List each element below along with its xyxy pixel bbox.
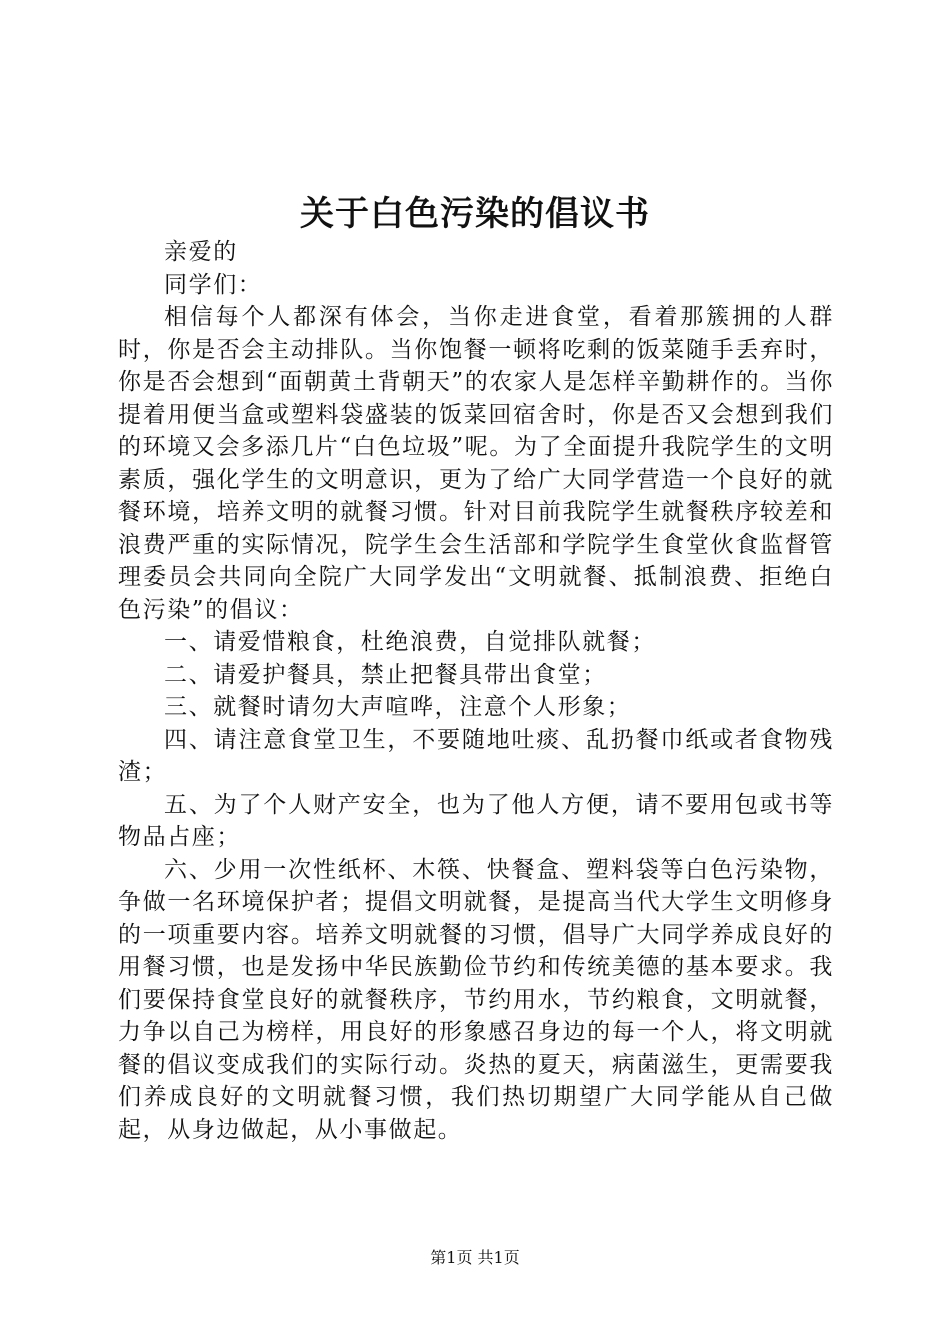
paragraph-item-1: 一、请爱惜粮食，杜绝浪费，自觉排队就餐； bbox=[164, 629, 656, 655]
paragraph-item-4: 四、请注意食堂卫生，不要随地吐痰、乱扔餐巾纸或者食物残渣； bbox=[118, 726, 834, 785]
salutation-line-1: 亲爱的 bbox=[164, 239, 238, 265]
paragraph-intro: 相信每个人都深有体会，当你走进食堂，看着那簇拥的人群时，你是否会主动排队。当你饱餐一顿将吃剩的饭菜随手丢弃时，你是否会想到“面朝黄土背朝天”的农家人是怎样辛勤耕作的。当你提着用便当盒或塑料袋盛装的饭菜回宿舍时，你是否又会想到我们的环境又会多添几片“白色垃圾”呢。为了全面提升我院学生的文明素质，强化学生的文明意识，更为了给广大同学营造一个良好的就餐环境，培养文明的就餐习惯。针对目前我院学生就餐秩序较差和浪费严重的实际情况，院学生会生活部和学院学生食堂伙食监督管理委员会共同向全院广大同学发出“文明就餐、抵制浪费、拒绝白色污染”的倡议： bbox=[118, 304, 834, 623]
paragraph-item-5: 五、为了个人财产安全，也为了他人方便，请不要用包或书等物品占座； bbox=[118, 791, 834, 850]
salutation-line-2: 同学们： bbox=[164, 271, 263, 298]
document-title: 关于白色污染的倡议书 bbox=[300, 194, 650, 234]
paragraph-item-6: 六、少用一次性纸杯、木筷、快餐盒、塑料袋等白色污染物，争做一名环境保护者；提倡文明就餐，是提高当代大学生文明修身的一项重要内容。培养文明就餐的习惯，倡导广大同学养成良好的用餐习惯，也是发扬中华民族勤俭节约和传统美德的基本要求。我们要保持食堂良好的就餐秩序，节约用水，节约粮食，文明就餐，力争以自己为榜样，用良好的形象感召身边的每一个人，将文明就餐的倡议变成我们的实际行动。炎热的夏天，病菌滋生，更需要我们养成良好的文明就餐习惯，我们热切期望广大同学能从自己做起，从身边做起，从小事做起。 bbox=[118, 856, 834, 1143]
paragraph-item-2: 二、请爱护餐具，禁止把餐具带出食堂； bbox=[164, 661, 607, 688]
paragraph-item-3: 三、就餐时请勿大声喧哗，注意个人形象； bbox=[164, 694, 632, 720]
page-footer: 第1页 共1页 bbox=[430, 1248, 520, 1267]
document-body bbox=[118, 236, 834, 1146]
